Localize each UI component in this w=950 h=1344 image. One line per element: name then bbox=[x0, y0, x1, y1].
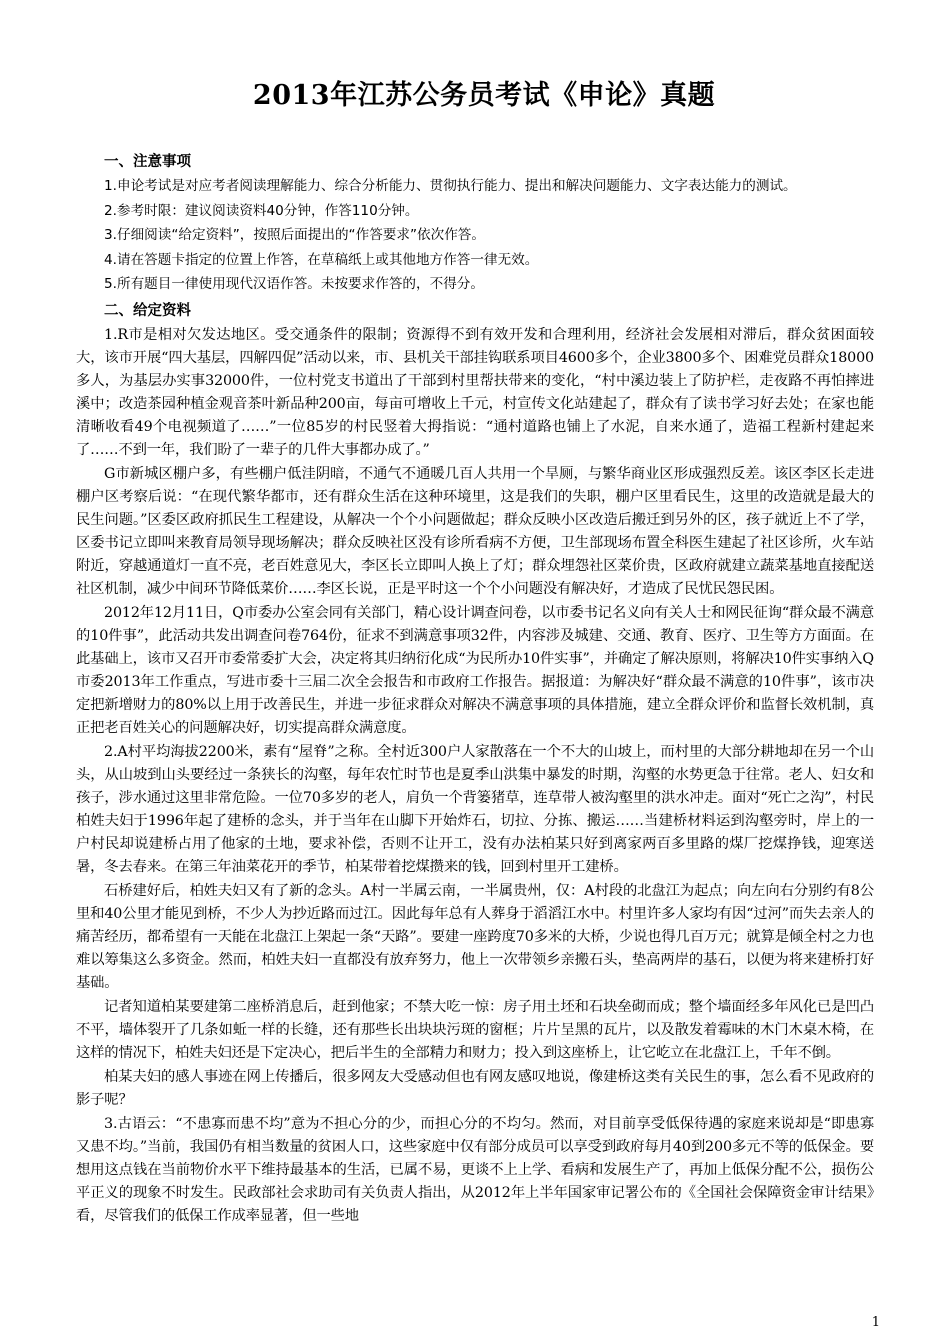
section-heading-notes: 一、注意事项 bbox=[104, 154, 191, 170]
material-paragraph: 3.古语云：“不患寡而患不均”意为不担心分的少，而担心分的不均匀。然而，对目前享受低保待遇的家庭来说却是“即患寡又患不均。”当前，我国仍有相当数量的贫困人口，这些家庭中仅有部分成员可以享受到政府每月40到200多元不等的低保金。要想用这点钱在当前物价水平下维持最基本的生活，已属不易，更谈不上上学、看病和发展生产了，再加上低保分配不公，损伤公平正义的现象不时发生。民政部社会求助司有关负责人指出，从2012年上半年国家审记署公布的《全国社会保障资金审计结果》看，尽管我们的低保工作成率显著，但一些地 bbox=[76, 1115, 874, 1224]
note-item: 5.所有题目一律使用现代汉语作答。未按要求作答的，不得分。 bbox=[104, 276, 484, 292]
material-paragraph: 1.R市是相对欠发达地区。受交通条件的限制；资源得不到有效开发和合理利用，经济社会发展相对滞后，群众贫困面较大，该市开展“四大基层，四解四促”活动以来，市、县机关干部挂钩联系项目4600多个，企业3800多个、困难党员群众18000多人，为基层办实事32000件，一位村党支书道出了干部到村里帮扶带来的变化，“村中溪边装上了防护栏，走夜路不再怕摔进溪中；改造茶园种植金观音茶叶新品种200亩，每亩可增收上千元，村宣传文化站建起了，群众有了读书学习好去处；在家也能清晰收看49个电视频道了……”一位85岁的村民竖着大拇指说：“通村道路也铺上了水泥，自来水通了，造福工程新村建起来了……不到一年，我们盼了一辈子的几件大事都办成了。” bbox=[76, 326, 874, 458]
note-item: 3.仔细阅读“给定资料”，按照后面提出的“作答要求”依次作答。 bbox=[104, 227, 485, 243]
material-paragraph: 柏某夫妇的感人事迹在网上传播后，很多网友大受感动但也有网友感叹地说，像建桥这类有关民生的事，怎么看不见政府的影子呢？ bbox=[76, 1068, 874, 1108]
document-title: 2013年江苏公务员考试《申论》真题 bbox=[252, 80, 716, 111]
page-number: 1 bbox=[871, 1315, 880, 1330]
material-paragraph: 2.A村平均海拔2200米，素有“屋脊”之称。全村近300户人家散落在一个不大的山坡上，而村里的大部分耕地却在另一个山头，从山坡到山头要经过一条狭长的沟壑，每年农忙时节也是夏季山洪集中暴发的时期，沟壑的水势更急于往常。老人、妇女和孩子，涉水通过这里非常危险。一位70多岁的老人，肩负一个背篓猪草，连草带人被沟壑里的洪水冲走。面对“死亡之沟”，村民柏姓夫妇于1996年起了建桥的念头，并于当年在山脚下开始炸石，切拉、分拣、搬运……当建桥材料运到沟壑旁时，岸上的一户村民却说建桥占用了他家的土地，要求补偿，否则不让开工，没有办法柏某只好到离家两百多里路的煤厂挖煤挣钱，迎寒送暑，冬去春来。在第三年油菜花开的季节，柏某带着挖煤攒来的钱，回到村里开工建桥。 bbox=[76, 743, 874, 875]
material-paragraph: 2012年12月11日，Q市委办公室会同有关部门，精心设计调查问卷，以市委书记名义向有关人士和网民征询“群众最不满意的10件事”，此活动共发出调查问卷764份，征求不到满意事项32件，内容涉及城建、交通、教育、医疗、卫生等方方面面。在此基础上，该市又召开市委常委扩大会，决定将其归纳衍化成“为民所办10件实事”，并确定了解决原则，将解决10件实事纳入Q市委2013年工作重点，写进市委十三届二次全会报告和市政府工作报告。据报道：为解决好“群众最不满意的10件事”，该市决定把新增财力的80%以上用于改善民生，并进一步征求群众对解决不满意事项的具体措施，建立全群众评价和监督长效机制，真正把老百姓关心的问题解决好，切实提高群众满意度。 bbox=[76, 604, 874, 736]
material-paragraph: 记者知道柏某要建第二座桥消息后，赶到他家；不禁大吃一惊：房子用土坯和石块垒砌而成；整个墙面经多年风化已是凹凸不平，墙体裂开了几条如蚯一样的长缝，还有那些长出块块污斑的窗框；片片呈黑的瓦片，以及散发着霉味的木门木桌木椅，在这样的情况下，柏姓夫妇还是下定决心，把后半生的全部精力和财力；投入到这座桥上，让它屹立在北盘江上，千年不倒。 bbox=[76, 998, 874, 1061]
note-item: 2.参考时限：建议阅读资料40分钟，作答110分钟。 bbox=[104, 202, 419, 219]
material-paragraph: 石桥建好后，柏姓夫妇又有了新的念头。A村一半属云南，一半属贵州，仅：A村段的北盘江为起点；向左向右分别约有8公里和40公里才能见到桥，不少人为抄近路而过江。因此每年总有人葬身于滔滔江水中。村里许多人家均有因“过河”而失去亲人的痛苦经历，都希望有一天能在北盘江上架起一条“天路”。要建一座跨度70多米的大桥，少说也得几百万元；就算是倾全村之力也难以筹集这么多资金。然而，柏姓夫妇一直都没有放弃努力，他上一次带领乡亲搬石头，垫高两岸的基石，以便为将来建桥打好基础。 bbox=[76, 882, 874, 991]
note-item: 4.请在答题卡指定的位置上作答，在草稿纸上或其他地方作答一律无效。 bbox=[104, 251, 539, 268]
section-heading-materials: 二、给定资料 bbox=[104, 302, 191, 319]
note-item: 1.申论考试是对应考者阅读理解能力、综合分析能力、贯彻执行能力、提出和解决问题能力、文字表达能力的测试。 bbox=[104, 178, 797, 194]
material-paragraph: G市新城区棚户多，有些棚户低洼阴暗，不通气不通暖几百人共用一个旱厕，与繁华商业区形成强烈反差。该区李区长走进棚户区考察后说：“在现代繁华都市，还有群众生活在这种环境里，这是我们的失职，棚户区里看民生，这里的改造就是最大的民生问题。”区委区政府抓民生工程建设，从解决一个个小问题做起；群众反映小区改造后搬迁到另外的区，孩子就近上不了学，区委书记立即叫来教育局领导现场解决；群众反映社区没有诊所看病不方便，卫生部现场布置全科医生建起了社区诊所，火车站附近，穿越通道灯一直不亮，老百姓意见大，李区长立即叫人换上了灯；群众埋怨社区菜价贵，区政府就建立蔬菜基地直接配送社区机制，减少中间环节降低菜价……李区长说，正是平时这一个个小问题没有解决好，才造成了民忧民怨民困。 bbox=[76, 465, 874, 597]
